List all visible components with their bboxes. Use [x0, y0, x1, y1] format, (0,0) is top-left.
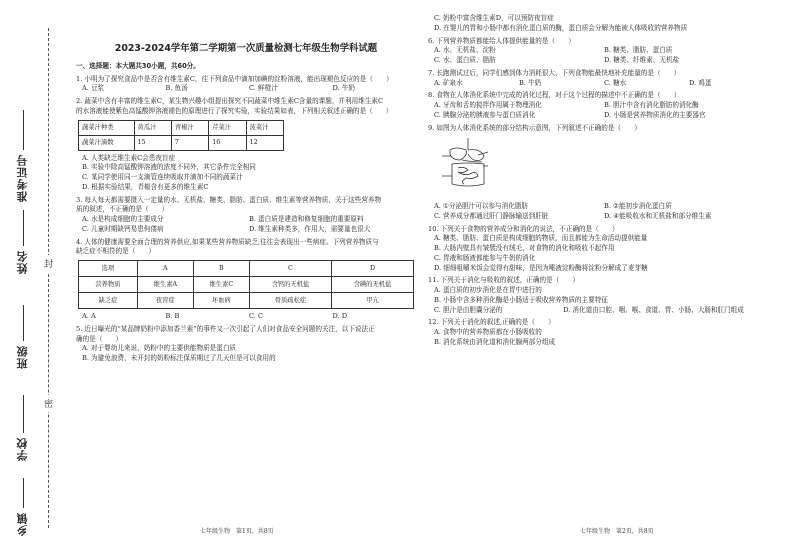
- option-b[interactable]: B. 糖类、脂肪、蛋白质: [604, 46, 673, 55]
- question-stem-cont: 缺乏症不相符的是（ ）: [76, 247, 156, 256]
- page-footer-right: 七年级生物 第2页，共8页: [580, 528, 654, 535]
- option-d[interactable]: D. 细细咀嚼米饭会觉得有甜味，是因为唾液淀粉酶将淀粉分解成了麦芽糖: [434, 263, 648, 272]
- question-stem-cont: 的水溶液能使紫色高锰酸钾溶液褪色的原理进行了探究实验，实验结果如表，下列相关叙述正确的是（ ）: [76, 106, 393, 115]
- table-cell: 青椒汁: [171, 120, 208, 135]
- option-b[interactable]: B. 鱼汤: [165, 84, 188, 93]
- table-cell: C: [249, 261, 331, 277]
- seal-dashed-line: [48, 28, 49, 528]
- table-cell: 营养物质: [79, 277, 138, 293]
- digestive-system-figure: [438, 136, 498, 194]
- table-cell: 菠菜汁: [246, 120, 283, 135]
- question-stem: 3. 每人每天都需要摄入一定量的水、无机盐、糖类、脂肪、蛋白质、维生素等营养物质，关于这些营养物: [76, 195, 382, 204]
- options: [76, 225, 416, 235]
- option-a[interactable]: A. 蛋白质的初步消化是在胃中进行的: [434, 286, 542, 294]
- table-cell: 7: [171, 135, 208, 150]
- question-stem-cont: 确的是（ ）: [76, 334, 123, 343]
- stomach-shape: [468, 150, 484, 161]
- options: [428, 79, 774, 89]
- question-12: [428, 318, 774, 347]
- question-stem: 8. 食物在人体消化系统中完成的消化过程，对于这个过程的描述中不正确的是（ ）: [428, 91, 681, 100]
- table-row: [79, 120, 284, 135]
- option-c[interactable]: C. C: [249, 312, 264, 321]
- option-a[interactable]: A. 人类缺乏维生素C会患夜盲症: [82, 153, 176, 162]
- exam-number-label: 准考证号: [16, 154, 29, 202]
- option-a[interactable]: A. 水、无机盐、淀粉: [434, 46, 496, 55]
- question-2: [76, 97, 416, 193]
- table-cell: 12: [246, 135, 283, 150]
- table-cell: 夜盲症: [137, 293, 193, 309]
- option-a[interactable]: A. 对于婴幼儿来说，奶粉中的主要供能物质是蛋白质: [82, 344, 237, 353]
- question-7: [428, 69, 774, 89]
- table-cell: A: [137, 261, 193, 277]
- option-a[interactable]: A. A: [82, 312, 96, 321]
- experiment-table: [78, 120, 284, 151]
- option-c[interactable]: C. 奶粉中富含维生素D，可以预防夜盲症: [434, 14, 554, 22]
- question-stem: 6. 下列营养物质都能给人体提供能量的是（ ）: [428, 36, 575, 45]
- option-c[interactable]: C. 胃液和肠液都能参与牛奶的消化: [434, 253, 536, 262]
- options: [76, 215, 416, 225]
- table-cell: 蔬菜汁种类: [79, 120, 135, 135]
- table-row: [79, 135, 284, 150]
- option-c[interactable]: C. 胆汁是由胆囊分泌的: [434, 305, 503, 314]
- seal-char-feng: 封: [44, 255, 53, 272]
- options: [428, 101, 774, 111]
- question-stem: 2. 蔬菜中含有丰富的维生素C，某生物兴趣小组提出探究不同蔬菜中维生素C含量的课题，并利用维生素C: [76, 97, 384, 106]
- table-cell: 坏血病: [193, 293, 249, 309]
- table-cell: 蔬菜汁滴数: [79, 135, 135, 150]
- question-4: [76, 238, 416, 322]
- option-d[interactable]: D. 牛奶: [332, 84, 355, 93]
- question-stem-cont: 质的叙述，不正确的是（ ）: [76, 205, 169, 214]
- option-c[interactable]: C. 糖水: [604, 78, 627, 87]
- option-b[interactable]: B. 为避免浪费，未开封的奶粉标注保质期过了几天但是可以食用的: [82, 354, 276, 363]
- question-stem: 10. 下列关于食物的营养成分和消化的说法，不正确的是（ ）: [428, 224, 619, 233]
- table-cell: D: [331, 261, 413, 277]
- option-c[interactable]: C. 营养成分都通过肝门静脉输送到肝脏: [434, 211, 549, 220]
- question-stem: 5. 近日曝光的“某品牌奶粉中添加香兰素”的事件又一次引起了人们对食品安全问题的关注，以下说法正: [76, 324, 375, 333]
- option-b[interactable]: B. ②能初步消化蛋白质: [604, 202, 672, 210]
- option-a[interactable]: A. 糖类、脂肪、蛋白质是构成细胞的物质，而且都能为生命活动提供能量: [434, 234, 648, 243]
- options: [428, 306, 774, 316]
- option-d[interactable]: D. 鸡蛋: [689, 78, 712, 87]
- table-cell: 16: [209, 135, 246, 150]
- table-cell: 选项: [79, 261, 138, 277]
- options: [428, 202, 774, 212]
- option-b[interactable]: B. 实验中除高锰酸钾溶液的浓度不同外，其它条件完全相同: [82, 163, 256, 172]
- table-cell: 维生素A: [137, 277, 193, 293]
- options: [76, 84, 416, 94]
- question-6: [428, 37, 774, 66]
- option-d[interactable]: D. 维生素种类多，作用大，需要量也很大: [249, 224, 371, 233]
- table-cell: 含碘的无机盐: [331, 277, 413, 293]
- left-column: [76, 14, 416, 364]
- table-cell: 黄瓜汁: [134, 120, 171, 135]
- question-1: [76, 75, 416, 95]
- option-d[interactable]: D. 根据实验结果，青椒含有更多的维生素C: [82, 182, 209, 191]
- options: [428, 111, 774, 121]
- question-8: [428, 91, 774, 120]
- options: [428, 212, 774, 222]
- option-a[interactable]: A. ①分泌胆汁可以参与消化脂肪: [434, 202, 528, 210]
- table-cell: 15: [134, 135, 171, 150]
- name-label: 姓名: [16, 250, 29, 274]
- options: [428, 46, 774, 56]
- option-b[interactable]: B. B: [165, 312, 180, 321]
- question-stem: 4. 人体的健康需要全面合理的营养供应,如果某些营养物质缺乏,往往会表现出一些病症。下列营养物质与: [76, 237, 379, 246]
- table-row: [79, 293, 414, 309]
- option-a[interactable]: A. 食物中的营养物质都在小肠吸收的: [434, 328, 542, 336]
- village-field[interactable]: [12, 478, 34, 536]
- question-9: [428, 124, 774, 222]
- option-b[interactable]: B. 小肠中含多种消化酶是小肠适于吸收营养物质的主要特征: [434, 295, 608, 304]
- page-footer-left: 七年级生物 第1页，共8页: [200, 528, 274, 535]
- question-stem: 9. 如图为人体消化系统的部分结构示意图，下列叙述不正确的是（ ）: [428, 123, 641, 132]
- options: [428, 56, 774, 66]
- question-stem: 1. 小明为了探究食品中是否含有维生素C，往下列食品中滴加加碘的淀粉溶液，能出现褪色反应的是（ ）: [76, 74, 393, 83]
- class-label: 班级: [16, 345, 29, 369]
- option-b[interactable]: B. 胆汁中含有消化脂肪的消化酶: [604, 101, 699, 109]
- village-label: 乡镇: [16, 512, 29, 536]
- option-a[interactable]: A. 矿泉水: [434, 78, 463, 87]
- right-column: [428, 14, 774, 348]
- option-d[interactable]: D. 小肠是营养物质消化的主要器官: [604, 110, 706, 119]
- table-cell: 维生素C: [193, 277, 249, 293]
- option-c[interactable]: C. 儿童时期缺钙易患佝偻病: [82, 224, 164, 233]
- option-c[interactable]: C. 鲜橙汁: [249, 84, 278, 93]
- question-stem: 11. 下列关于消化与吸收的叙述，正确的是（ ）: [428, 276, 580, 285]
- question-11: [428, 276, 774, 315]
- option-c[interactable]: C. 某同学使用同一支滴管连续吸取并滴加不同的蔬菜汁: [82, 173, 243, 182]
- table-cell: B: [193, 261, 249, 277]
- option-b[interactable]: B. 蛋白质是建造和修复细胞的重要原料: [249, 215, 364, 224]
- option-b[interactable]: B. 牛奶: [519, 78, 542, 87]
- options: [76, 312, 416, 322]
- option-d[interactable]: D. D: [332, 312, 348, 321]
- table-cell: 骨质疏松症: [249, 293, 331, 309]
- liver-shape: [450, 148, 466, 160]
- option-c[interactable]: C. 水、蛋白质、脂肪: [434, 56, 496, 64]
- option-a[interactable]: A. 水是构成细胞的主要成分: [82, 215, 164, 224]
- option-d[interactable]: D. 糖类、纤维素、无机盐: [604, 56, 680, 64]
- vitamin-table: [78, 260, 414, 309]
- table-cell: 芹菜汁: [209, 120, 246, 135]
- question-3: [76, 196, 416, 235]
- small-intestine-shape: [458, 168, 478, 185]
- option-d[interactable]: D. ④能吸收水和无机盐和部分维生素: [604, 211, 712, 220]
- name-field[interactable]: [12, 210, 34, 274]
- table-cell: 缺乏症: [79, 293, 138, 309]
- class-field[interactable]: [12, 305, 34, 369]
- option-c[interactable]: C. 胰腺分泌的胰液参与蛋白质消化: [434, 110, 536, 119]
- option-d[interactable]: D. 消化道由口腔、咽、喉、食道、胃、小肠、大肠和肛门组成: [563, 305, 744, 314]
- table-row: [79, 277, 414, 293]
- option-d[interactable]: D. 在婴儿的胃和小肠中都有消化蛋白质的酶，蛋白质会分解为能被人体吸收的营养物质: [434, 23, 688, 32]
- section-heading: 一、选择题：本大题共30小题，共60分。: [76, 61, 200, 70]
- school-field[interactable]: [12, 395, 34, 461]
- exam-title: 2023-2024学年第二学期第一次质量检测七年级生物学科试题: [114, 43, 378, 54]
- option-b[interactable]: B. 大肠内壁具有皱襞没有绒毛，对食物的消化和吸收不起作用: [434, 244, 615, 252]
- table-cell: 含钙的无机盐: [249, 277, 331, 293]
- exam-number-field[interactable]: [12, 110, 34, 202]
- option-a[interactable]: A. 牙齿和舌的搅拌作用属于物理消化: [434, 101, 542, 109]
- question-stem: 7. 长跑测试过后，同学们感到体力消耗很大，下列食物能最快地补充能量的是（ ）: [428, 68, 681, 77]
- question-10: [428, 225, 774, 274]
- question-stem: 12. 下列关于消化的叙述,正确的是（ ）: [428, 318, 555, 327]
- binding-margin: [0, 0, 72, 558]
- school-label: 学校: [16, 437, 29, 461]
- option-b[interactable]: B. 消化系统由消化道和消化腺两部分组成: [434, 337, 556, 346]
- seal-char-mi: 密: [44, 395, 53, 412]
- table-cell: 甲亢: [331, 293, 413, 309]
- option-a[interactable]: A. 豆浆: [82, 84, 105, 93]
- question-5: [76, 325, 416, 364]
- table-row: [79, 261, 414, 277]
